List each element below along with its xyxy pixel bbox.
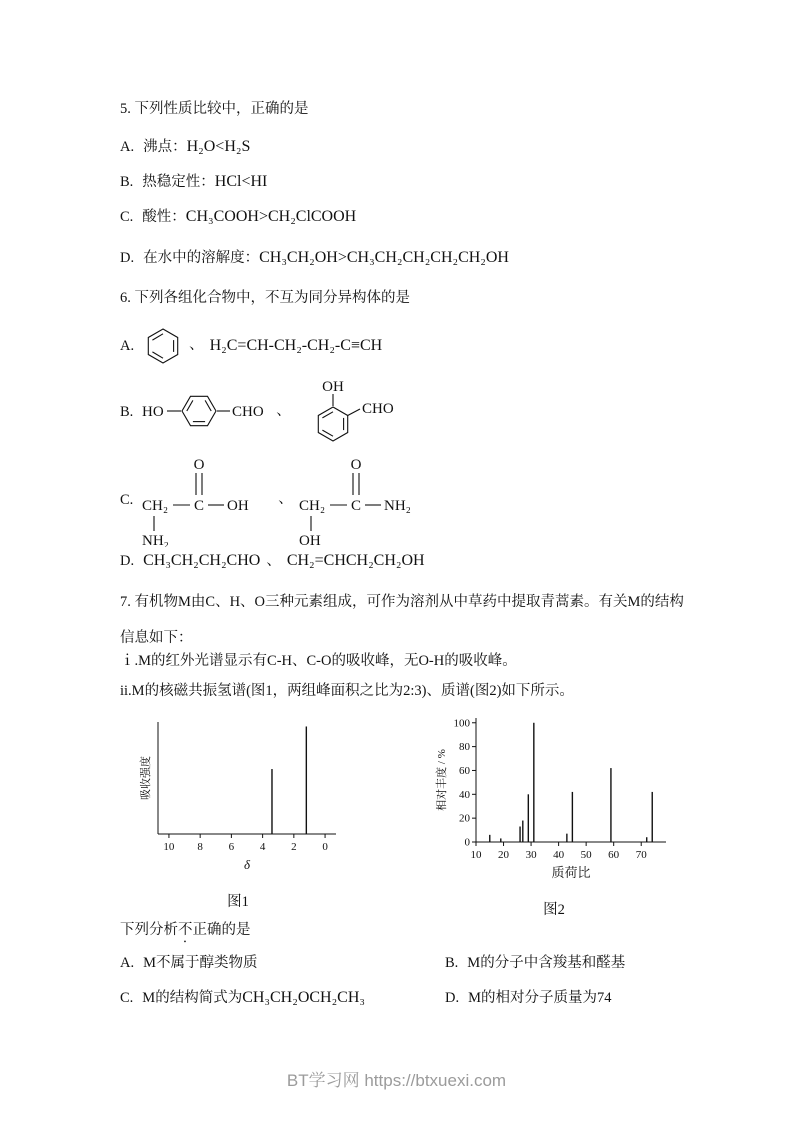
- option-text: M的结构简式为: [142, 990, 243, 1006]
- label-oh: OH: [298, 533, 321, 547]
- x-tick-label: 30: [525, 849, 537, 861]
- q7-info-i: ｉ.M的红外光谱显示有C-H、C-O的吸收峰，无O-H的吸收峰。: [120, 653, 517, 669]
- label-ch2: CH₂: [298, 498, 325, 514]
- q7-question: [120, 921, 251, 946]
- fig1-caption: 图1: [227, 894, 249, 910]
- label-oh: OH: [227, 498, 249, 514]
- q7-option-a: [120, 954, 445, 974]
- x-tick-label: 70: [635, 849, 647, 861]
- ortho-substituted-benzene-structure: [297, 377, 401, 447]
- option-label: A.: [120, 139, 135, 155]
- q5-option-d: [120, 249, 509, 269]
- figure-1: [128, 712, 348, 919]
- label-nh2: NH₂: [383, 498, 411, 514]
- x-tick-label: 4: [259, 841, 266, 853]
- option-formula: CH₃CH₂OH>CH₃CH₂CH₂CH₂CH₂OH: [259, 249, 509, 266]
- q5-stem: 5. 下列性质比较中，正确的是: [120, 101, 309, 117]
- q7-option-c: [120, 989, 445, 1009]
- option-label: B.: [120, 403, 134, 420]
- option-text: 沸点：: [143, 139, 187, 155]
- label-o: O: [350, 457, 362, 473]
- option-label: A.: [120, 955, 135, 971]
- q5-option-b: [120, 173, 267, 193]
- label-ch2: CH₂: [142, 498, 169, 514]
- q7-stem-line1: 7. 有机物M由C、H、O三种元素组成，可作为溶剂从中草药中提取青蒿素。有关M的结构: [120, 594, 684, 610]
- x-tick-label: 6: [228, 841, 235, 853]
- q7-stem-line2: 信息如下：: [120, 630, 193, 646]
- x-tick-label: 8: [197, 841, 203, 853]
- mass-spectrum-chart: [432, 712, 676, 882]
- y-axis-label: 吸收强度: [140, 756, 152, 800]
- nmr-spectrum-chart: [128, 712, 348, 874]
- page-content: [120, 0, 685, 1122]
- option-label: B.: [120, 174, 134, 190]
- q6-option-c: [120, 453, 429, 547]
- option-label: C.: [120, 209, 134, 225]
- bond: [347, 409, 359, 416]
- y-tick-label: 100: [453, 717, 470, 730]
- x-tick-label: 20: [498, 849, 510, 861]
- option-label: D.: [120, 250, 135, 266]
- x-tick-label: 10: [470, 849, 482, 861]
- option-text: M不属于醇类物质: [143, 955, 258, 971]
- footer-watermark: BT学习网 https://btxuexi.com: [286, 1071, 507, 1090]
- q5-option-c: [120, 208, 356, 228]
- para-substituted-benzene-structure: [142, 385, 270, 439]
- option-label: C.: [120, 990, 134, 1006]
- benzene-ring-structure: [143, 325, 183, 367]
- q6-option-b: [120, 377, 401, 447]
- option-text: 在水中的溶解度：: [143, 250, 260, 266]
- question-text: 下列分析: [120, 922, 178, 938]
- separator: 、: [276, 403, 291, 420]
- x-axis-label: δ: [243, 857, 251, 872]
- label-c: C: [194, 498, 205, 514]
- option-formula: CH₂=CHCH₂CH₂OH: [286, 552, 425, 569]
- question-text: 正确的是: [192, 922, 251, 938]
- option-formula: CH₃CH₂CH₂CHO: [143, 552, 261, 569]
- question-emphasis: 不: [178, 922, 193, 938]
- option-label: D.: [120, 553, 135, 569]
- q7-option-b: [445, 954, 685, 974]
- option-text: M的相对分子质量为74: [468, 990, 612, 1006]
- separator: 、: [266, 553, 281, 569]
- x-axis-label: 质荷比: [551, 865, 591, 880]
- q6-option-d: [120, 552, 425, 572]
- q7-options-row-1: [120, 954, 685, 974]
- q7-options-row-2: [120, 989, 685, 1009]
- x-tick-label: 60: [608, 849, 620, 861]
- option-formula: H₂C=CH-CH₂-CH₂-C≡CH: [209, 337, 383, 354]
- label-oh: OH: [321, 379, 344, 395]
- option-text: 热稳定性：: [142, 174, 215, 190]
- label-nh2: NH₂: [142, 533, 170, 547]
- y-tick-label: 80: [459, 741, 470, 754]
- y-tick-label: 0: [464, 836, 470, 849]
- option-text: M的分子中含羧基和醛基: [467, 955, 626, 971]
- spectra-figures: [120, 712, 676, 919]
- option-label: D.: [445, 990, 460, 1006]
- separator: 、: [278, 491, 293, 508]
- option-label: B.: [445, 955, 459, 971]
- label-cho: CHO: [232, 404, 264, 420]
- y-tick-label: 40: [459, 788, 470, 801]
- q7-option-d: [445, 989, 685, 1009]
- figure-2: [432, 712, 676, 919]
- label-c: C: [350, 498, 361, 514]
- y-axis-label: 相对丰度 / %: [436, 749, 448, 811]
- option-label: C.: [120, 491, 134, 508]
- x-tick-label: 50: [580, 849, 592, 861]
- option-label: A.: [120, 337, 135, 354]
- hydroxy-amide-structure: [299, 453, 429, 547]
- option-formula: HCl<HI: [214, 173, 268, 190]
- q6-stem: 6. 下列各组化合物中，不互为同分异构体的是: [120, 290, 410, 306]
- q7-info-ii: ii.M的核磁共振氢谱(图1，两组峰面积之比为2:3)、质谱(图2)如下所示。: [120, 683, 574, 699]
- option-formula: CH₃CH₂OCH₂CH₃: [242, 989, 365, 1006]
- y-tick-label: 60: [459, 764, 470, 777]
- q5-option-a: [120, 138, 250, 158]
- option-formula: CH₃COOH>CH₂ClCOOH: [185, 208, 357, 225]
- label-ho: HO: [142, 404, 164, 420]
- option-formula: H₂O<H₂S: [186, 138, 251, 155]
- y-tick-label: 20: [459, 812, 470, 825]
- option-text: 酸性：: [142, 209, 186, 225]
- separator: 、: [189, 337, 204, 354]
- x-tick-label: 0: [322, 841, 328, 853]
- fig2-caption: 图2: [543, 902, 565, 918]
- q6-option-a: [120, 325, 382, 367]
- amino-acid-structure: [142, 453, 272, 547]
- label-o: O: [193, 457, 205, 473]
- x-tick-label: 10: [163, 841, 175, 853]
- x-tick-label: 2: [291, 841, 297, 853]
- x-tick-label: 40: [553, 849, 565, 861]
- label-cho: CHO: [361, 401, 394, 417]
